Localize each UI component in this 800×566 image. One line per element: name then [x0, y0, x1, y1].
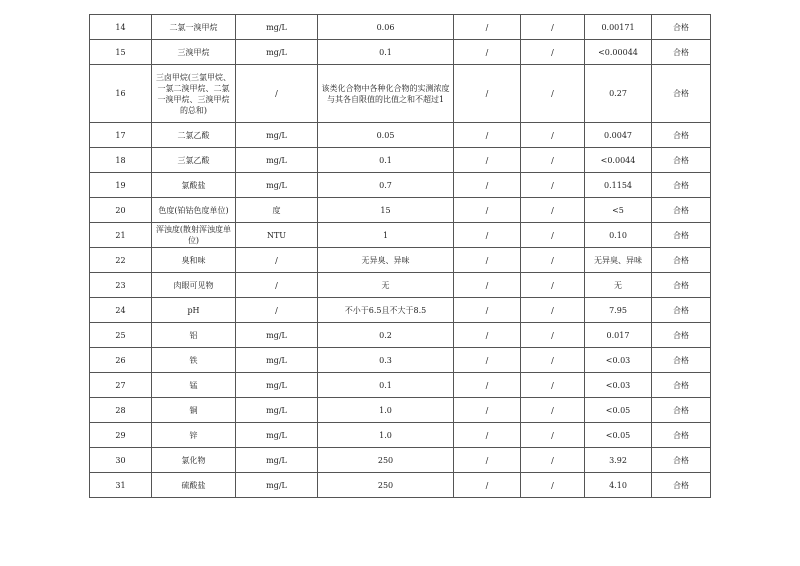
- result-value-cell: <0.0044: [585, 148, 652, 173]
- unit-cell: mg/L: [236, 398, 318, 423]
- unit-cell: /: [236, 298, 318, 323]
- row-number-cell: 22: [90, 248, 152, 273]
- verdict-cell: 合格: [652, 248, 711, 273]
- result-value-cell: <0.03: [585, 348, 652, 373]
- item-name-cell: 铜: [152, 398, 236, 423]
- limit-value-cell: 无异臭、异味: [318, 248, 454, 273]
- unit-cell: 度: [236, 198, 318, 223]
- result-value-cell: 7.95: [585, 298, 652, 323]
- row-number-cell: 17: [90, 123, 152, 148]
- item-name-cell: 氯化物: [152, 448, 236, 473]
- item-name-cell: 铝: [152, 323, 236, 348]
- unit-cell: mg/L: [236, 40, 318, 65]
- table-row: [90, 473, 711, 498]
- table-row: [90, 123, 711, 148]
- limit-value-cell: 1.0: [318, 423, 454, 448]
- row-number-cell: 30: [90, 448, 152, 473]
- verdict-cell: 合格: [652, 473, 711, 498]
- row-number-cell: 23: [90, 273, 152, 298]
- column-6-cell: /: [521, 173, 585, 198]
- limit-value-cell: 无: [318, 273, 454, 298]
- column-5-cell: /: [454, 473, 521, 498]
- limit-value-cell: 该类化合物中各种化合物的实测浓度与其各自限值的比值之和不超过1: [318, 65, 454, 123]
- column-6-cell: /: [521, 373, 585, 398]
- verdict-cell: 合格: [652, 173, 711, 198]
- row-number-cell: 16: [90, 65, 152, 123]
- unit-cell: /: [236, 65, 318, 123]
- table-row: [90, 248, 711, 273]
- verdict-cell: 合格: [652, 448, 711, 473]
- result-value-cell: 0.00171: [585, 15, 652, 40]
- item-name-cell: 肉眼可见物: [152, 273, 236, 298]
- result-value-cell: 0.1154: [585, 173, 652, 198]
- row-number-cell: 14: [90, 15, 152, 40]
- row-number-cell: 19: [90, 173, 152, 198]
- unit-cell: mg/L: [236, 323, 318, 348]
- result-value-cell: 3.92: [585, 448, 652, 473]
- item-name-cell: pH: [152, 298, 236, 323]
- item-name-cell: 二氯一溴甲烷: [152, 15, 236, 40]
- unit-cell: /: [236, 248, 318, 273]
- limit-value-cell: 15: [318, 198, 454, 223]
- verdict-cell: 合格: [652, 398, 711, 423]
- item-name-cell: 铁: [152, 348, 236, 373]
- result-value-cell: <0.00044: [585, 40, 652, 65]
- row-number-cell: 29: [90, 423, 152, 448]
- column-5-cell: /: [454, 423, 521, 448]
- item-name-cell: 臭和味: [152, 248, 236, 273]
- row-number-cell: 27: [90, 373, 152, 398]
- result-value-cell: 0.017: [585, 323, 652, 348]
- unit-cell: mg/L: [236, 173, 318, 198]
- column-5-cell: /: [454, 198, 521, 223]
- unit-cell: mg/L: [236, 448, 318, 473]
- item-name-cell: 三溴甲烷: [152, 40, 236, 65]
- column-5-cell: /: [454, 248, 521, 273]
- column-5-cell: /: [454, 15, 521, 40]
- column-6-cell: /: [521, 323, 585, 348]
- column-5-cell: /: [454, 298, 521, 323]
- column-5-cell: /: [454, 448, 521, 473]
- limit-value-cell: 250: [318, 448, 454, 473]
- limit-value-cell: 0.1: [318, 148, 454, 173]
- verdict-cell: 合格: [652, 15, 711, 40]
- limit-value-cell: 1: [318, 223, 454, 248]
- column-5-cell: /: [454, 65, 521, 123]
- column-5-cell: /: [454, 323, 521, 348]
- item-name-cell: 氯酸盐: [152, 173, 236, 198]
- unit-cell: mg/L: [236, 473, 318, 498]
- table-row: [90, 40, 711, 65]
- item-name-cell: 硫酸盐: [152, 473, 236, 498]
- table-row: [90, 223, 711, 248]
- table-row: [90, 148, 711, 173]
- row-number-cell: 15: [90, 40, 152, 65]
- table-body: [90, 15, 711, 498]
- column-6-cell: /: [521, 298, 585, 323]
- item-name-cell: 色度(铂钴色度单位): [152, 198, 236, 223]
- column-5-cell: /: [454, 173, 521, 198]
- column-6-cell: /: [521, 223, 585, 248]
- item-name-cell: 浑浊度(散射浑浊度单位): [152, 223, 236, 248]
- row-number-cell: 24: [90, 298, 152, 323]
- limit-value-cell: 0.1: [318, 40, 454, 65]
- item-name-cell: 三氯乙酸: [152, 148, 236, 173]
- row-number-cell: 31: [90, 473, 152, 498]
- result-value-cell: <0.05: [585, 398, 652, 423]
- column-6-cell: /: [521, 398, 585, 423]
- limit-value-cell: 0.3: [318, 348, 454, 373]
- unit-cell: /: [236, 273, 318, 298]
- table-row: [90, 423, 711, 448]
- column-5-cell: /: [454, 348, 521, 373]
- row-number-cell: 28: [90, 398, 152, 423]
- result-value-cell: 0.27: [585, 65, 652, 123]
- table-row: [90, 273, 711, 298]
- column-6-cell: /: [521, 123, 585, 148]
- unit-cell: NTU: [236, 223, 318, 248]
- result-value-cell: <5: [585, 198, 652, 223]
- limit-value-cell: 0.1: [318, 373, 454, 398]
- column-6-cell: /: [521, 40, 585, 65]
- item-name-cell: 锌: [152, 423, 236, 448]
- verdict-cell: 合格: [652, 148, 711, 173]
- table-row: [90, 198, 711, 223]
- unit-cell: mg/L: [236, 148, 318, 173]
- table-row: [90, 323, 711, 348]
- verdict-cell: 合格: [652, 40, 711, 65]
- unit-cell: mg/L: [236, 348, 318, 373]
- column-6-cell: /: [521, 423, 585, 448]
- results-table: [89, 14, 711, 498]
- item-name-cell: 锰: [152, 373, 236, 398]
- verdict-cell: 合格: [652, 348, 711, 373]
- row-number-cell: 21: [90, 223, 152, 248]
- row-number-cell: 18: [90, 148, 152, 173]
- column-6-cell: /: [521, 248, 585, 273]
- item-name-cell: 二氯乙酸: [152, 123, 236, 148]
- column-6-cell: /: [521, 148, 585, 173]
- verdict-cell: 合格: [652, 65, 711, 123]
- verdict-cell: 合格: [652, 273, 711, 298]
- limit-value-cell: 250: [318, 473, 454, 498]
- result-value-cell: 无: [585, 273, 652, 298]
- column-6-cell: /: [521, 473, 585, 498]
- unit-cell: mg/L: [236, 123, 318, 148]
- limit-value-cell: 1.0: [318, 398, 454, 423]
- verdict-cell: 合格: [652, 423, 711, 448]
- result-value-cell: 0.0047: [585, 123, 652, 148]
- table-row: [90, 348, 711, 373]
- result-value-cell: <0.05: [585, 423, 652, 448]
- column-6-cell: /: [521, 273, 585, 298]
- column-6-cell: /: [521, 65, 585, 123]
- column-6-cell: /: [521, 348, 585, 373]
- column-6-cell: /: [521, 15, 585, 40]
- table-row: [90, 398, 711, 423]
- row-number-cell: 26: [90, 348, 152, 373]
- table-row: [90, 65, 711, 123]
- verdict-cell: 合格: [652, 223, 711, 248]
- column-5-cell: /: [454, 273, 521, 298]
- column-5-cell: /: [454, 40, 521, 65]
- row-number-cell: 25: [90, 323, 152, 348]
- table-row: [90, 173, 711, 198]
- column-5-cell: /: [454, 373, 521, 398]
- result-value-cell: 4.10: [585, 473, 652, 498]
- verdict-cell: 合格: [652, 373, 711, 398]
- table-row: [90, 448, 711, 473]
- column-5-cell: /: [454, 148, 521, 173]
- column-5-cell: /: [454, 123, 521, 148]
- table-row: [90, 298, 711, 323]
- unit-cell: mg/L: [236, 373, 318, 398]
- column-5-cell: /: [454, 223, 521, 248]
- result-value-cell: 无异臭、异味: [585, 248, 652, 273]
- verdict-cell: 合格: [652, 123, 711, 148]
- verdict-cell: 合格: [652, 298, 711, 323]
- item-name-cell: 三卤甲烷(三氯甲烷、一氯二溴甲烷、二氯一溴甲烷、三溴甲烷的总和): [152, 65, 236, 123]
- verdict-cell: 合格: [652, 198, 711, 223]
- column-6-cell: /: [521, 448, 585, 473]
- limit-value-cell: 0.06: [318, 15, 454, 40]
- column-5-cell: /: [454, 398, 521, 423]
- unit-cell: mg/L: [236, 15, 318, 40]
- table-row: [90, 15, 711, 40]
- unit-cell: mg/L: [236, 423, 318, 448]
- verdict-cell: 合格: [652, 323, 711, 348]
- row-number-cell: 20: [90, 198, 152, 223]
- column-6-cell: /: [521, 198, 585, 223]
- limit-value-cell: 不小于6.5且不大于8.5: [318, 298, 454, 323]
- table-row: [90, 373, 711, 398]
- limit-value-cell: 0.7: [318, 173, 454, 198]
- result-value-cell: <0.03: [585, 373, 652, 398]
- limit-value-cell: 0.2: [318, 323, 454, 348]
- limit-value-cell: 0.05: [318, 123, 454, 148]
- result-value-cell: 0.10: [585, 223, 652, 248]
